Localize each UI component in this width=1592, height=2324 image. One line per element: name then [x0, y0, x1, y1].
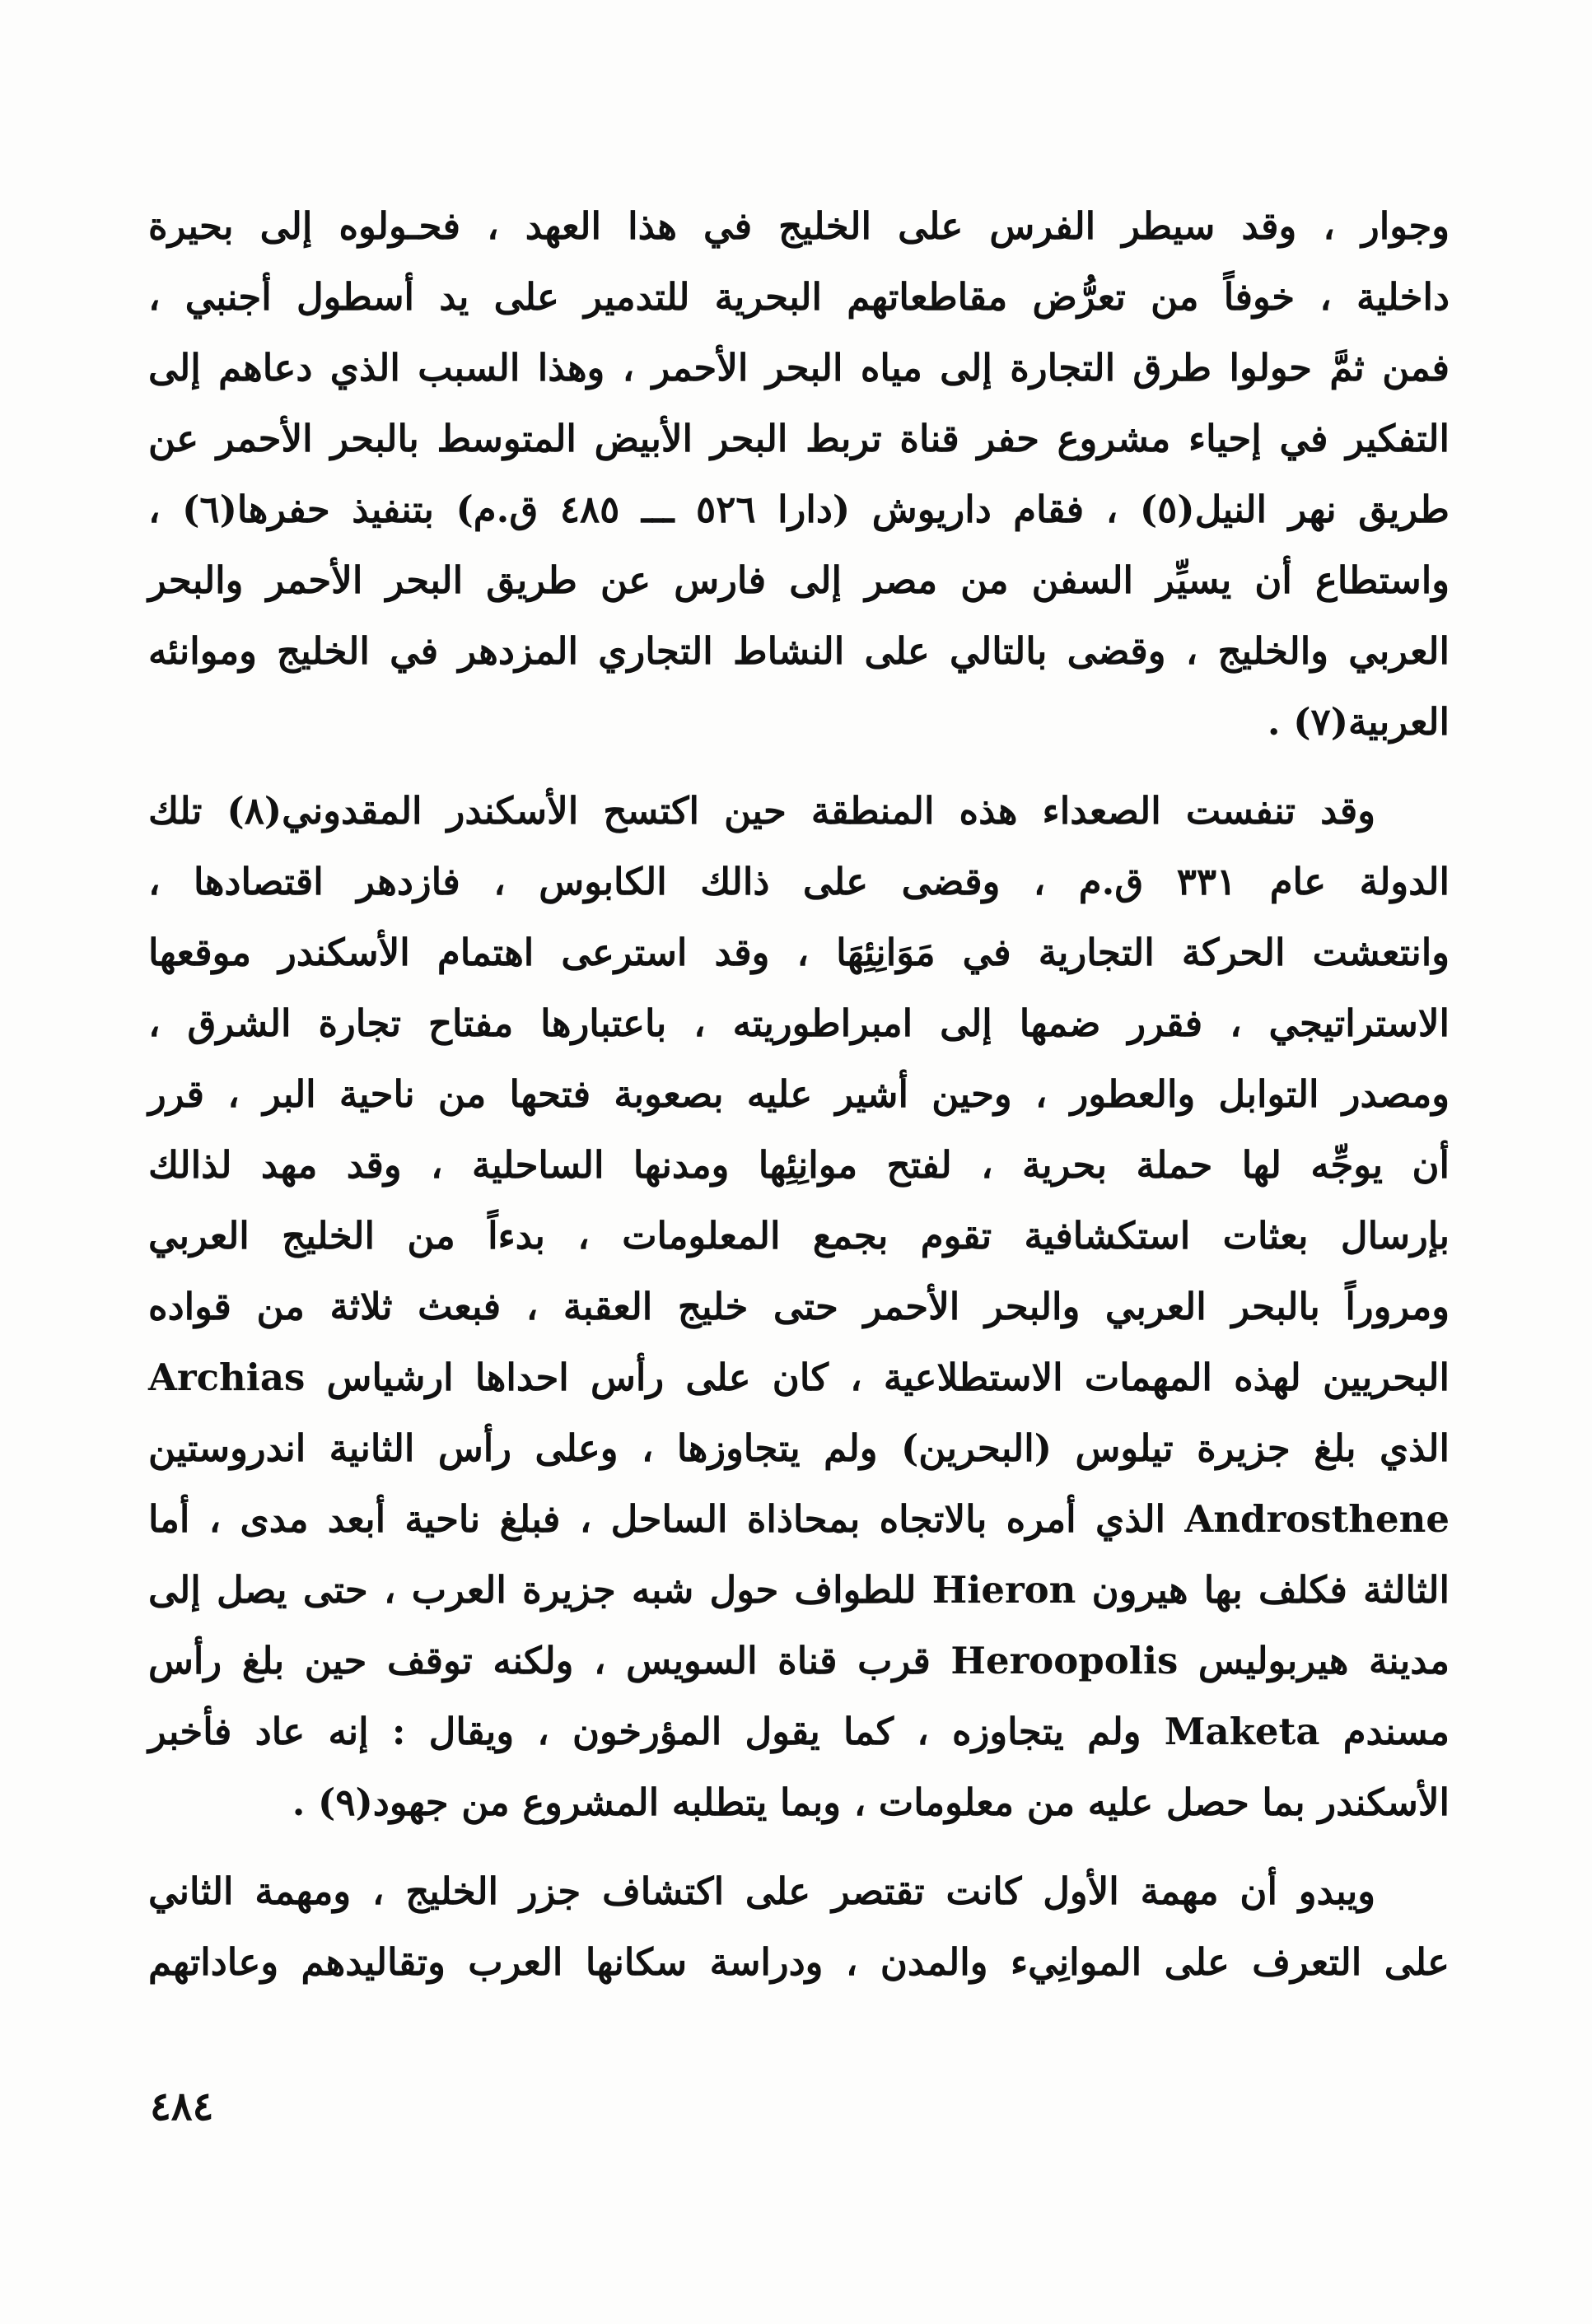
text-line: بإرسال بعثات استكشافية تقوم بجمع المعلومات ، بدءاً من الخليج العربي — [148, 1214, 1450, 1258]
text-line: وانتعشت الحركة التجارية في مَوَانِئِهَا ، وقد استرعى اهتمام الأسكندر موقعها — [148, 931, 1450, 974]
text-line: الثالثة فكلف بها هيرون Hieron للطواف حول شبه جزيرة العرب ، حتى يصل إلى — [148, 1568, 1450, 1612]
text-line: ومصدر التوابل والعطور ، وحين أشير عليه بصعوبة فتحها من ناحية البر ، قرر — [148, 1072, 1450, 1116]
text-line: واستطاع أن يسيِّر السفن من مصر إلى فارس عن طريق البحر الأحمر والبحر — [148, 558, 1450, 602]
text-line: ومروراً بالبحر العربي والبحر الأحمر حتى خليج العقبة ، فبعث ثلاثة من قواده — [148, 1285, 1450, 1328]
text-line: على التعرف على الموانِيء والمدن ، ودراسة سكانها العرب وتقاليدهم وعاداتهم — [148, 1940, 1450, 1984]
text-line: الأسكندر بما حصل عليه من معلومات ، وبما يتطلبه المشروع من جهود(٩) . — [292, 1780, 1450, 1824]
page-number: ٤٨٤ — [150, 2084, 214, 2130]
text-line: العربي والخليج ، وقضى بالتالي على النشاط التجاري المزدهر في الخليج وموانئه — [148, 629, 1450, 673]
text-line: وقد تنفست الصعداء هذه المنطقة حين اكتسح الأسكندر المقدوني(٨) تلك — [148, 789, 1375, 833]
text-line: الذي بلغ جزيرة تيلوس (البحرين) ولم يتجاوزها ، وعلى رأس الثانية اندروستين — [148, 1426, 1450, 1470]
text-line: الدولة عام ٣٣١ ق.م ، وقضى على ذالك الكابوس ، فازدهر اقتصادها ، — [148, 860, 1450, 903]
text-line: التفكير في إحياء مشروع حفر قناة تربط البحر الأبيض المتوسط بالبحر الأحمر عن — [148, 417, 1450, 460]
text-line: مدينة هيربوليس Heroopolis قرب قناة السويس ، ولكنه توقف حين بلغ رأس — [148, 1639, 1450, 1682]
text-line: الاستراتيجي ، فقرر ضمها إلى امبراطوريته ، باعتبارها مفتاح تجارة الشرق ، — [148, 1001, 1450, 1045]
text-line: Androsthene الذي أمره بالاتجاه بمحاذاة الساحل ، فبلغ ناحية أبعد مدى ، أما — [148, 1497, 1450, 1541]
text-line: طريق نهر النيل(٥) ، فقام داريوش (دارا ٥٢٦ ـــ ٤٨٥ ق.م) بتنفيذ حفرها(٦) ، — [148, 488, 1450, 531]
text-line: البحريين لهذه المهمات الاستطلاعية ، كان على رأس احداها ارشياس Archias — [148, 1356, 1450, 1399]
body-text — [148, 191, 1450, 2016]
text-line: ويبدو أن مهمة الأول كانت تقتصر على اكتشاف جزر الخليج ، ومهمة الثاني — [148, 1869, 1375, 1913]
text-line: العربية(٧) . — [1267, 700, 1450, 744]
paragraph-3 — [148, 1856, 1450, 1998]
paragraph-1 — [148, 191, 1450, 758]
text-line: أن يوجِّه لها حملة بحرية ، لفتح موانِئِها ومدنها الساحلية ، وقد مهد لذالك — [148, 1143, 1450, 1187]
paragraph-2 — [148, 776, 1450, 1838]
text-line: داخلية ، خوفاً من تعرُّض مقاطعاتهم البحرية للتدمير على يد أسطول أجنبي ، — [148, 275, 1450, 319]
text-line: مسندم Maketa ولم يتجاوزه ، كما يقول المؤرخون ، ويقال : إنه عاد فأخبر — [148, 1710, 1450, 1753]
text-line: وجوار ، وقد سيطر الفرس على الخليج في هذا العهد ، فحـولوه إلى بحيرة — [148, 204, 1450, 248]
text-line: فمن ثمَّ حولوا طرق التجارة إلى مياه البحر الأحمر ، وهذا السبب الذي دعاهم إلى — [148, 346, 1450, 390]
